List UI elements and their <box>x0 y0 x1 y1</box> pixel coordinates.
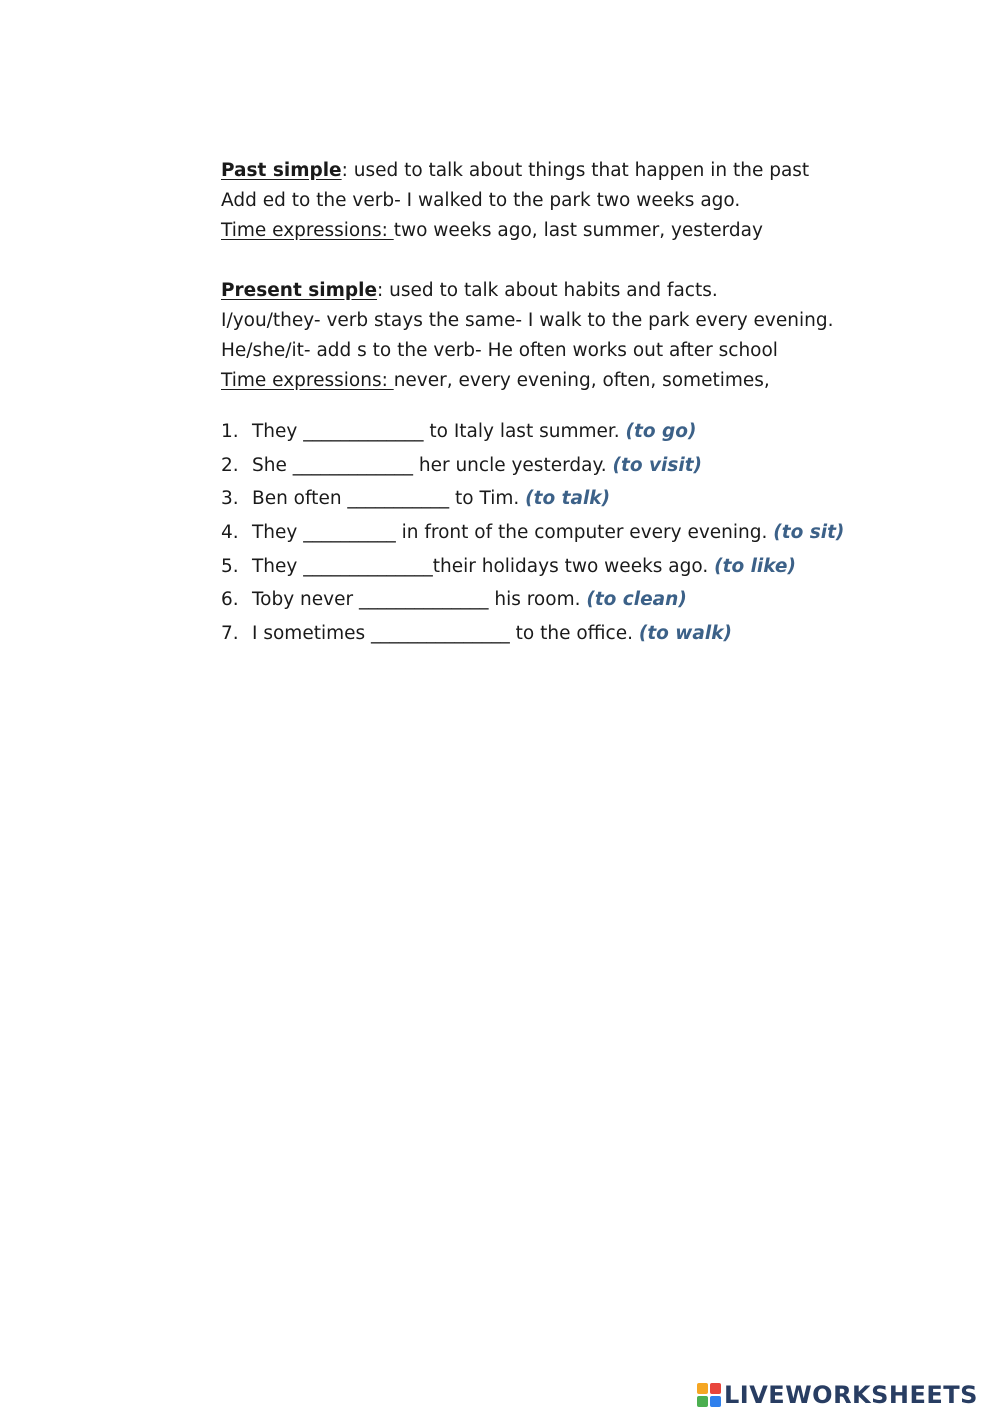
exercise-sentence: They _____________ to Italy last summer. <box>252 421 626 442</box>
exercise-number: 3. <box>221 488 239 510</box>
present-simple-rule-2: He/she/it- add s to the verb- He often works out after school <box>221 340 778 361</box>
exercise-hint: (to walk) <box>638 623 732 645</box>
logo-square-4 <box>710 1396 721 1407</box>
exercise-number: 5. <box>221 555 239 577</box>
worksheet-content <box>221 156 941 651</box>
exercise-item <box>221 617 941 651</box>
exercise-item <box>221 482 941 516</box>
section-spacer <box>221 246 941 276</box>
exercise-sentence: Toby never ______________ his room. <box>252 589 587 611</box>
present-simple-time-values: never, every evening, often, sometimes, <box>393 370 770 391</box>
exercise-sentence: They __________ in front of the computer every evening. <box>252 522 774 544</box>
exercise-number: 7. <box>221 623 239 645</box>
exercise-number: 1. <box>221 421 239 442</box>
present-simple-heading: Present simple <box>221 280 378 301</box>
exercise-hint: (to clean) <box>586 589 687 611</box>
past-simple-definition: : used to talk about things that happen in the past <box>341 160 810 181</box>
exercise-number: 6. <box>221 589 239 611</box>
liveworksheets-mark-icon <box>697 1383 721 1407</box>
exercise-number: 2. <box>221 454 239 476</box>
logo-square-3 <box>697 1396 708 1407</box>
present-simple-rule-1: I/you/they- verb stays the same- I walk to the park every evening. <box>221 310 834 331</box>
exercise-hint: (to visit) <box>612 454 703 476</box>
logo-square-1 <box>697 1383 708 1394</box>
present-simple-time-expressions <box>221 366 941 396</box>
liveworksheets-wordmark: LIVEWORKSHEETS <box>724 1381 978 1409</box>
exercise-item <box>221 583 941 617</box>
exercise-list <box>221 415 941 651</box>
exercise-hint: (to like) <box>714 555 796 577</box>
exercise-item <box>221 550 941 584</box>
liveworksheets-logo <box>697 1380 978 1410</box>
exercise-hint: (to sit) <box>773 522 845 544</box>
exercise-sentence: She _____________ her uncle yesterday. <box>252 454 613 476</box>
exercise-sentence: Ben often ___________ to Tim. <box>252 488 526 510</box>
past-simple-definition-line <box>221 156 941 186</box>
exercise-sentence: I sometimes _______________ to the office. <box>252 623 639 645</box>
exercise-item <box>221 415 941 449</box>
present-simple-definition-line <box>221 276 941 306</box>
present-simple-definition: : used to talk about habits and facts. <box>377 280 718 301</box>
present-simple-time-label: Time expressions: <box>221 370 394 391</box>
past-simple-time-label: Time expressions: <box>221 220 394 241</box>
past-simple-rule: Add ed to the verb- I walked to the park two weeks ago. <box>221 190 741 211</box>
exercise-hint: (to go) <box>625 421 697 442</box>
exercise-number: 4. <box>221 522 239 544</box>
past-simple-time-values: two weeks ago, last summer, yesterday <box>393 220 763 241</box>
exercise-item <box>221 449 941 483</box>
logo-square-2 <box>710 1383 721 1394</box>
past-simple-time-expressions <box>221 216 941 246</box>
exercise-item <box>221 516 941 550</box>
exercise-hint: (to talk) <box>525 488 611 510</box>
exercise-sentence: They ______________their holidays two weeks ago. <box>252 555 715 577</box>
past-simple-heading: Past simple <box>221 160 342 181</box>
